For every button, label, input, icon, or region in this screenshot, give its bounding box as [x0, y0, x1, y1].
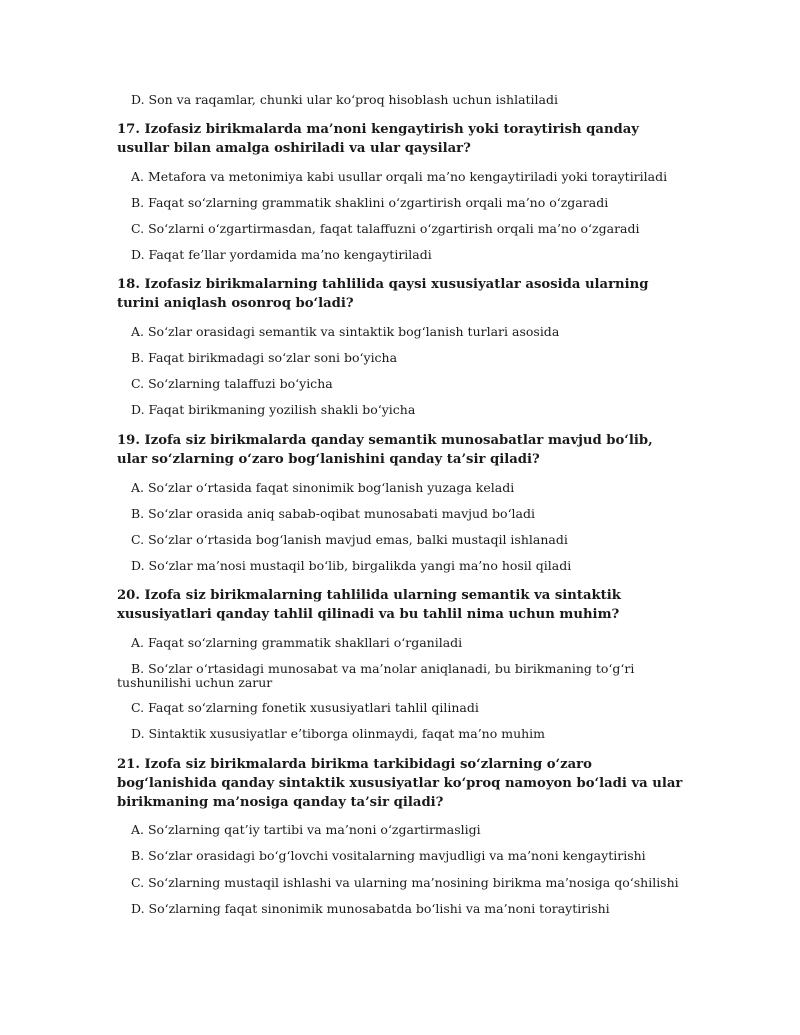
question-21-option-c: C. So‘zlarning mustaqil ishlashi va ularning ma’nosining birikma ma’nosiga qo‘shilishi [131, 875, 679, 890]
question-17-option-a: A. Metafora va metonimiya kabi usullar orqali ma’no kengaytiriladi yoki toraytiriladi [131, 169, 668, 184]
question-17-option-b: B. Faqat so‘zlarning grammatik shaklini o‘zgartirish orqali ma’no o‘zgaradi [131, 195, 609, 210]
question-19-option-c: C. So‘zlar o‘rtasida bog‘lanish mavjud emas, balki mustaqil ishlanadi [131, 532, 568, 547]
question-20-option-a: A. Faqat so‘zlarning grammatik shakllari o‘rganiladi [131, 635, 463, 650]
question-18-option-b: B. Faqat birikmadagi so‘zlar soni bo‘yicha [131, 350, 398, 365]
question-17-text: 17. Izofasiz birikmalarda ma’noni kengaytirish yoki toraytirish qanday usullar bilan amalga oshiriladi va ular qaysilar? [117, 122, 639, 156]
question-19-option-b: B. So‘zlar orasida aniq sabab-oqibat munosabati mavjud bo‘ladi [131, 506, 535, 521]
question-18-option-a: A. So‘zlar orasidagi semantik va sintaktik bog‘lanish turlari asosida [131, 324, 560, 339]
question-20-option-d: D. Sintaktik xususiyatlar e’tiborga olinmaydi, faqat ma’no muhim [131, 726, 546, 741]
question-18-text: 18. Izofasiz birikmalarning tahlilida qaysi xususiyatlar asosida ularning turini aniqlash osonroq bo‘ladi? [117, 277, 649, 311]
question-19-option-a: A. So‘zlar o‘rtasida faqat sinonimik bog‘lanish yuzaga keladi [131, 480, 515, 495]
question-19-option-d: D. So‘zlar ma’nosi mustaqil bo‘lib, birgalikda yangi ma’no hosil qiladi [131, 558, 572, 573]
question-18-option-c: C. So‘zlarning talaffuzi bo‘yicha [131, 376, 333, 391]
question-20-option-b: B. So‘zlar o‘rtasidagi munosabat va ma’nolar aniqlanadi, bu birikmaning to‘g‘ri tushunilishi uchun zarur [117, 661, 635, 690]
question-21-option-a: A. So‘zlarning qat’iy tartibi va ma’noni o‘zgartirmasligi [131, 822, 481, 837]
question-16-option-d: D. Son va raqamlar, chunki ular ko‘proq hisoblash uchun ishlatiladi [131, 92, 558, 107]
question-21-text: 21. Izofa siz birikmalarda birikma tarkibidagi so‘zlarning o‘zaro bog‘lanishida qanday sintaktik xususiyatlar ko‘proq namoyon bo‘ladi va ular birikmaning ma’nosiga qanday ta’sir qiladi? [117, 757, 683, 810]
question-19-text: 19. Izofa siz birikmalarda qanday semantik munosabatlar mavjud bo‘lib, ular so‘zlarning o‘zaro bog‘lanishini qanday ta’sir qiladi? [117, 433, 653, 467]
question-17-option-c: C. So‘zlarni o‘zgartirmasdan, faqat talaffuzni o‘zgartirish orqali ma’no o‘zgaradi [131, 221, 640, 236]
question-21-option-d: D. So‘zlarning faqat sinonimik munosabatda bo‘lishi va ma’noni toraytirishi [131, 901, 610, 916]
question-21-option-b: B. So‘zlar orasidagi bo‘g‘lovchi vositalarning mavjudligi va ma’noni kengaytirishi [131, 848, 646, 863]
question-18-option-d: D. Faqat birikmaning yozilish shakli bo‘yicha [131, 402, 416, 417]
question-20-option-c: C. Faqat so‘zlarning fonetik xususiyatlari tahlil qilinadi [131, 700, 479, 715]
question-17-option-d: D. Faqat fe’llar yordamida ma’no kengaytiriladi [131, 247, 432, 262]
question-20-text: 20. Izofa siz birikmalarning tahlilida ularning semantik va sintaktik xususiyatlari qanday tahlil qilinadi va bu tahlil nima uchun muhim? [117, 588, 621, 622]
